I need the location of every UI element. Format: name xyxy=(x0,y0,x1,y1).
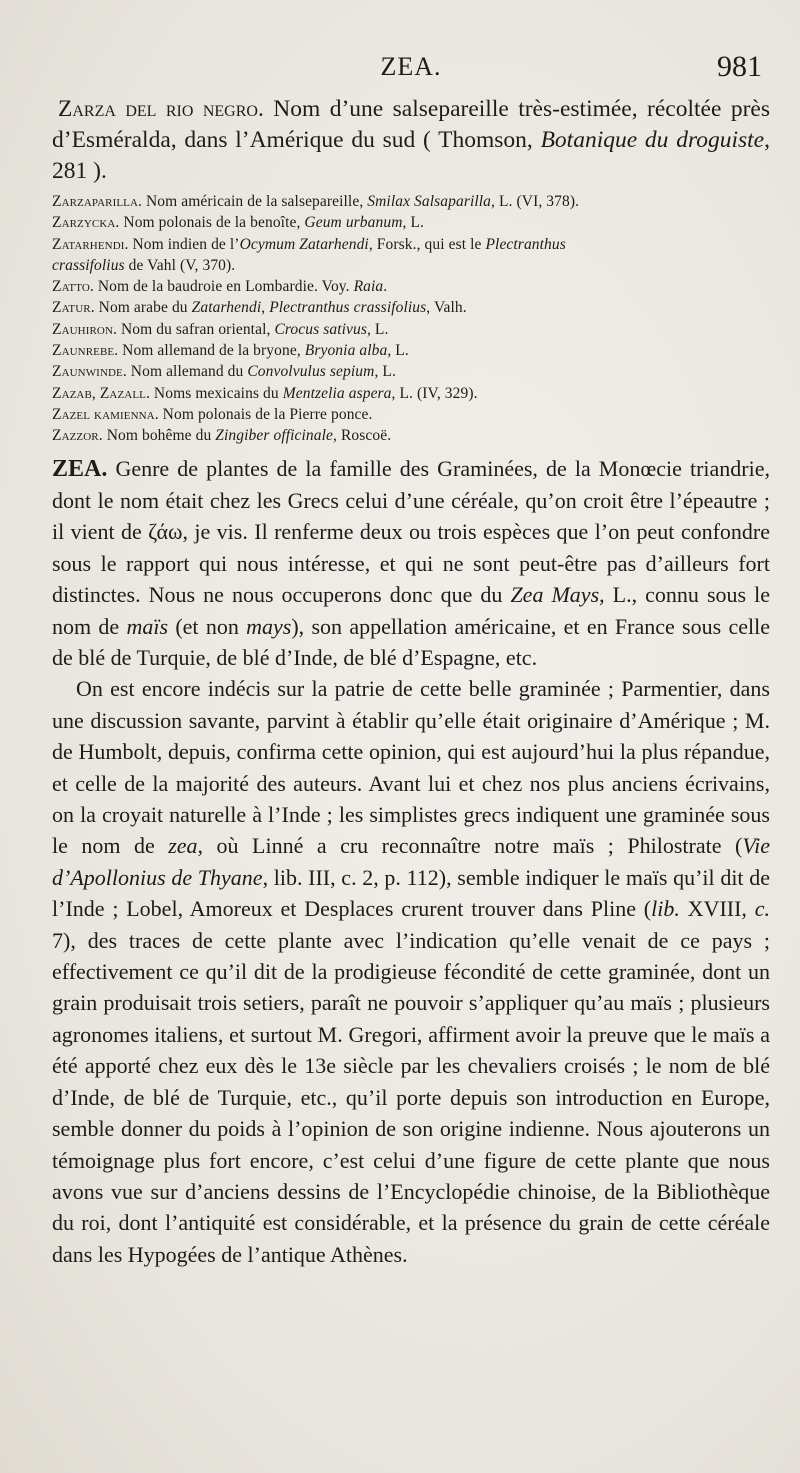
entry-text: Nom du safran oriental, xyxy=(116,320,275,338)
entry-text: , Valh. xyxy=(426,299,467,317)
entry-text: Nom indien de l’ xyxy=(128,235,240,253)
short-entry xyxy=(52,212,770,233)
entry-headword: Zauhiron. xyxy=(52,320,117,338)
entry-headword: ZEA. xyxy=(52,455,108,482)
entry-text: Nom arabe du xyxy=(94,299,192,317)
species-name: Geum urbanum xyxy=(304,214,403,232)
entry-text: , Forsk., qui est le xyxy=(368,235,486,253)
paragraph-text: Genre de plantes de la famille des Graminées, de la Monœcie triandrie, dont le nom était chez les Grecs celui d’une céréale, qu’on croit être l’épeautre ; il vient de ζάω, je vis. Il renferme deux ou trois espèces que l’on peut confondre sous le rapport qui nous intéresse, et qui ne sont peut-être pas d’ailleurs fort distinctes. Nous ne nous occuperons donc que du xyxy=(52,455,770,608)
short-entry xyxy=(52,319,770,340)
species-name: Plectranthus crassifolius xyxy=(269,299,427,317)
paragraph-text: 7), des traces de cette plante avec l’indication qu’elle venait de ce pays ; effectivement ce qu’il dit de la prodigieuse fécondité de cette graminée, dont un grain produisait trois setiers, paraît ne pouvoir s’appliquer qu’au maïs ; plusieurs agronomes italiens, et surtout M. Gregori, affirment avoir la preuve que le maïs a été apporté chez eux dès le 13e siècle par les chevaliers croisés ; le nom de blé d’Inde, de blé de Turquie, etc., qu’il porte depuis son introduction en Europe, semble donner du poids à l’opinion de son origine indienne. Nous ajouterons un témoignage plus fort encore, c’est celui d’une figure de cette plante que nous avons vue sur d’anciens dessins de l’Encyclopédie chinoise, de la Bibliothèque du roi, dont l’antiquité est considérable, et la présence du grain de cette céréale dans les Hypogées de l’antique Athènes. xyxy=(52,927,770,1267)
entry-headword: Zarza del rio negro. xyxy=(58,96,264,122)
species-name: Convolvulus sepium xyxy=(247,363,375,381)
paragraph-text: (et non xyxy=(168,613,247,639)
entry-text: , xyxy=(261,299,270,317)
paragraph-text: XVIII, xyxy=(679,896,755,922)
entry-headword: Zazzor. xyxy=(52,427,103,445)
entry-headword: Zaunwinde. xyxy=(52,363,127,381)
vernacular-name: maïs xyxy=(126,613,169,639)
citation-abbrev: lib. xyxy=(651,896,680,922)
entry-text: , L. xyxy=(402,214,424,232)
short-entries-list xyxy=(52,191,770,447)
entry-text: , 281 ). xyxy=(52,127,770,184)
origin-paragraph xyxy=(52,673,770,1270)
entry-text: , L. xyxy=(387,342,409,360)
short-entry xyxy=(52,383,770,404)
entry-text: , L. (VI, 378). xyxy=(491,193,580,210)
italic-term: zea xyxy=(168,833,198,859)
short-entry xyxy=(52,297,770,318)
species-name: Bryonia alba xyxy=(304,342,388,360)
cross-reference: Raia xyxy=(353,278,384,296)
entry-headword: Zazab, Zazall. xyxy=(52,384,150,402)
species-name: Smilax Salsaparilla xyxy=(367,193,492,210)
entry-headword: Zarzycka. xyxy=(52,214,120,232)
entry-zarza-del-rio-negro xyxy=(52,94,770,187)
entry-text: Nom allemand de la bryone, xyxy=(118,342,305,360)
species-name: Zatarhendi xyxy=(191,299,262,317)
species-name: Plectranthus xyxy=(485,235,566,253)
species-name: Mentzelia aspera xyxy=(282,384,392,402)
entry-text: Nom américain de la salsepareille, xyxy=(142,193,368,210)
short-entry xyxy=(52,404,770,425)
entry-zea-paragraph xyxy=(52,453,770,674)
page-number: 981 xyxy=(717,50,762,83)
short-entry xyxy=(52,361,770,382)
paragraph-text: , lib. III, c. 2, p. 112), semble indiquer le maïs qu’il dit de l’Inde ; Lobel, Amoreux et Desplaces crurent trouver dans Pline ( xyxy=(52,864,770,922)
entry-headword: Zaunrebe. xyxy=(52,342,119,360)
entry-text: , L. xyxy=(366,320,389,338)
entry-headword: Zarzaparilla. xyxy=(52,193,143,210)
entry-headword: Zatarhendi. xyxy=(52,235,129,253)
book-title: Vie d’Apollonius de Thyane xyxy=(52,833,770,890)
entry-text: , L. (IV, 329). xyxy=(391,384,478,402)
entry-citation-title: Botanique du droguiste xyxy=(540,127,765,153)
entry-headword: Zatur. xyxy=(52,299,95,317)
species-name: Zea Mays xyxy=(510,582,600,608)
short-entry xyxy=(52,191,770,212)
short-entry xyxy=(52,234,770,255)
entry-headword: Zatto. xyxy=(52,278,94,296)
vernacular-name: mays xyxy=(246,613,292,639)
paragraph-text: On est encore indécis sur la patrie de cette belle graminée ; Parmentier, dans une discussion savante, parvint à établir qu’elle était originaire d’Amérique ; M. de Humbolt, depuis, confirma cette opinion, qui est aujourd’hui la plus répandue, et celle de la majorité des auteurs. Avant lui et chez nos plus anciens écrivains, on la croyait naturelle à l’Inde ; les simplistes grecs indiquent une graminée sous le nom de xyxy=(52,676,770,859)
species-name: Zingiber officinale xyxy=(215,427,334,445)
citation-abbrev: c. xyxy=(754,896,771,922)
short-entry-continuation xyxy=(52,255,770,276)
short-entry xyxy=(52,340,770,361)
entry-text: de Vahl (V, 370). xyxy=(124,256,236,274)
entry-text: Nom bohême du xyxy=(102,427,216,445)
species-name: Crocus sativus xyxy=(274,320,367,338)
species-name: crassifolius xyxy=(52,256,125,274)
entry-text: , Roscoë. xyxy=(333,427,392,445)
paragraph-text: , L., connu sous le nom de xyxy=(52,582,771,639)
entry-text: , L. xyxy=(374,363,396,381)
entry-text: . xyxy=(383,278,388,296)
entry-text: Noms mexicains du xyxy=(149,384,283,402)
running-head: ZEA. xyxy=(380,52,442,81)
entry-text: Nom de la baudroie en Lombardie. Voy. xyxy=(93,278,354,296)
short-entry xyxy=(52,276,770,297)
entry-text: Nom d’une salsepareille très-estimée, récoltée près d’Esméralda, dans l’Amérique du sud ( Thomson, xyxy=(52,96,770,153)
entry-headword: Zazel kamienna. xyxy=(52,405,159,423)
entry-text: Nom polonais de la Pierre ponce. xyxy=(158,405,373,423)
species-name: Ocymum Zatarhendi xyxy=(239,235,369,253)
entry-text: Nom polonais de la benoîte, xyxy=(119,214,305,232)
paragraph-text: ), son appellation américaine, et en France sous celle de blé de Turquie, de blé d’Inde, de blé d’Espagne, etc. xyxy=(52,613,770,670)
short-entry xyxy=(52,425,770,446)
paragraph-text: , où Linné a cru reconnaître notre maïs ; Philostrate ( xyxy=(197,833,743,859)
page-header xyxy=(52,40,770,94)
entry-text: Nom allemand du xyxy=(126,363,248,381)
